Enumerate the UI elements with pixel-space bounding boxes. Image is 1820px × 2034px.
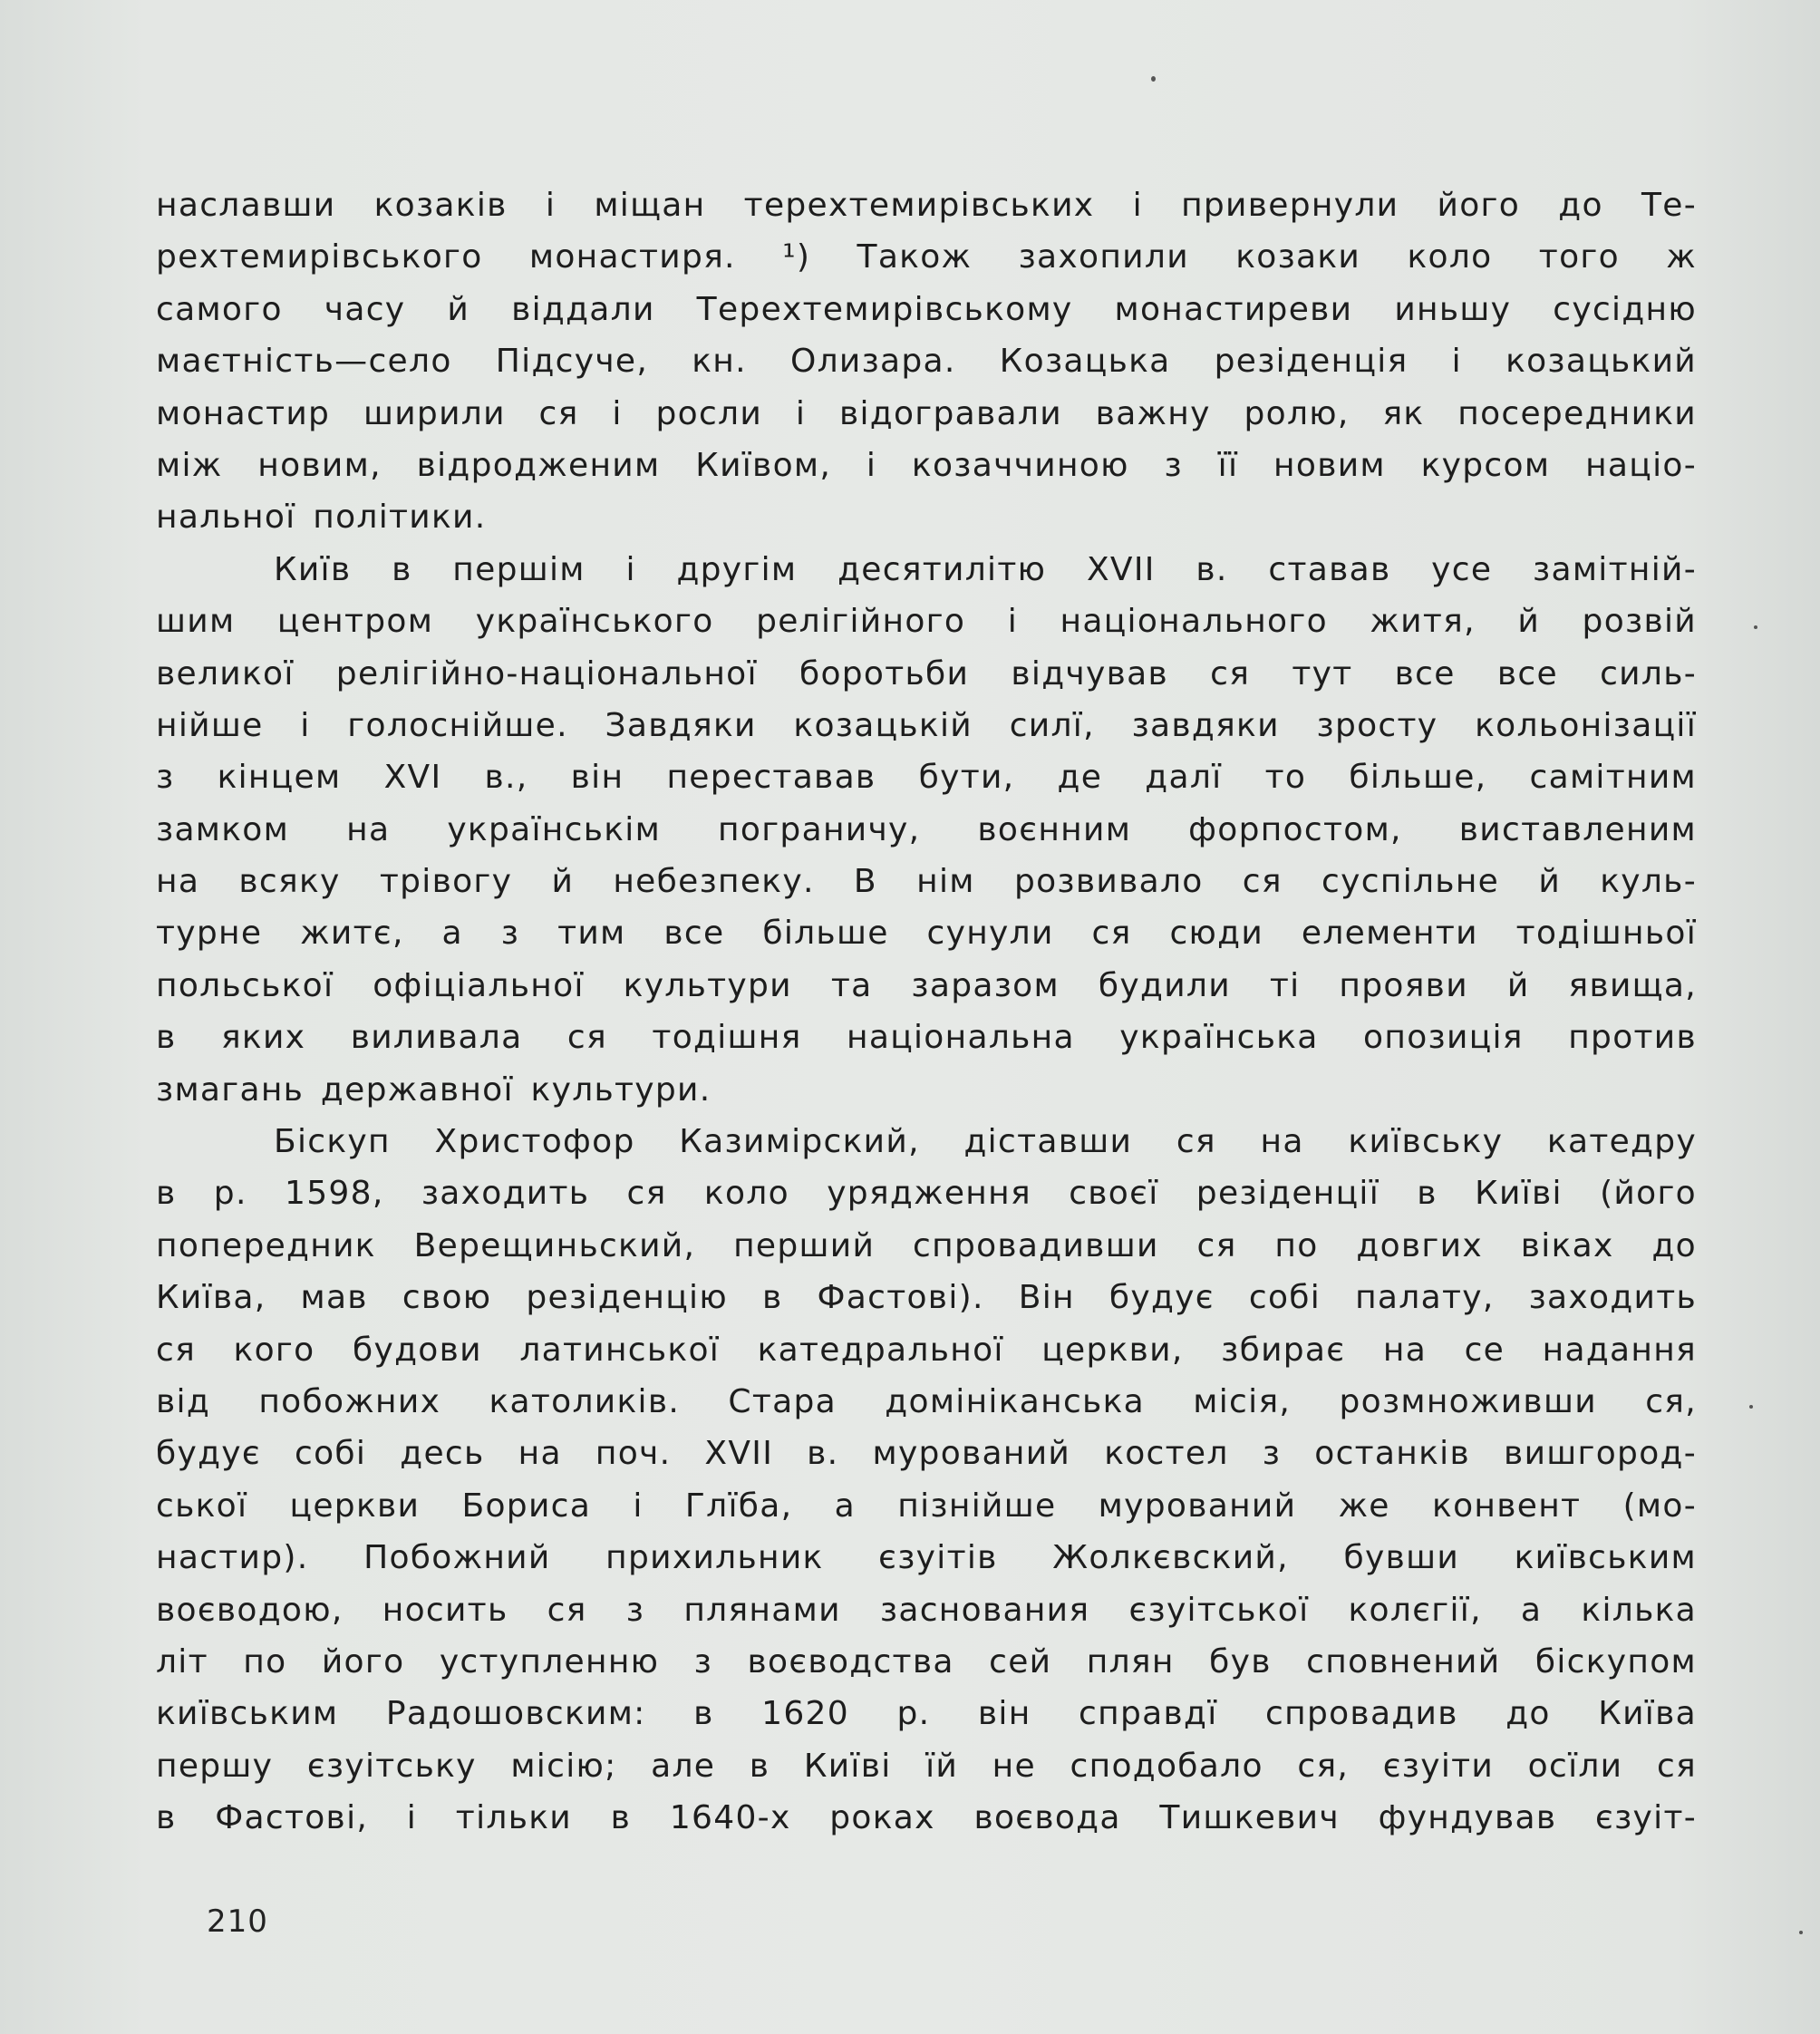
text-line: на всяку трівогу й небезпеку. В нім розвивало ся суспільне й куль- [156, 863, 1697, 901]
text-line: нальної політики. [156, 499, 487, 537]
text-line: Київа, мав свою резіденцію в Фастові). Він будує собі палату, заходить [156, 1279, 1697, 1317]
text-line: рехтемирівського монастиря. ¹) Також захопили козаки коло того ж [156, 238, 1697, 276]
text-line: літ по його уступленню з воєводства сей плян був сповнений біскупом [156, 1642, 1697, 1680]
text-line: ської церкви Бориса і Глїба, а пізнійше мурований же конвент (мо- [156, 1487, 1697, 1525]
scan-speck [1749, 1405, 1753, 1409]
text-line: настир). Побожний прихильник єзуітів Жолкєвский, бувши київським [156, 1539, 1697, 1577]
text-line: великої релігійно-національної боротьби відчував ся тут все все силь- [156, 654, 1697, 693]
text-line: з кінцем XVI в., він переставав бути, де далї то більше, самітним [156, 759, 1697, 797]
text-line: польської офіціальної культури та заразом будили ті прояви й явища, [156, 966, 1697, 1004]
text-line: від побожних католиків. Стара домініканська місія, розмноживши ся, [156, 1382, 1697, 1420]
text-line: першу єзуітську місію; але в Київі їй не сподобало ся, єзуіти осїли ся [156, 1747, 1697, 1785]
scan-speck [1754, 625, 1757, 629]
scan-speck [1799, 1931, 1803, 1934]
text-line: будує собі десь на поч. XVII в. мурований костел з останків вишгород- [156, 1435, 1697, 1473]
text-line: київським Радошовским: в 1620 р. він справдї спровадив до Київа [156, 1695, 1697, 1733]
text-line: турне житє, а з тим все більше сунули ся сюди елементи тодішньої [156, 915, 1697, 953]
scan-speck [1151, 76, 1156, 82]
text-line: замком на українськім пограничу, воєнним форпостом, виставленим [156, 810, 1697, 848]
text-line: Біскуп Христофор Казимірский, діставши ся на київську катедру [274, 1123, 1697, 1161]
page-number: 210 [207, 1903, 268, 1940]
text-line: змагань державної культури. [156, 1070, 712, 1109]
text-line: нійше і голоснійше. Завдяки козацькій силї, завдяки зросту кольонізації [156, 706, 1697, 744]
text-line: наславши козаків і міщан терехтемирівських і привернули його до Те- [156, 187, 1697, 224]
body-text [156, 179, 1697, 1845]
text-line: Київ в першім і другім десятилітю XVII в. ставав усе замітній- [274, 550, 1697, 588]
text-line: в р. 1598, заходить ся коло урядження своєї резіденції в Київі (його [156, 1175, 1697, 1213]
text-line: ся кого будови латинської катедральної церкви, збирає на се надання [156, 1331, 1697, 1369]
text-line: самого часу й віддали Терехтемирівському монастиреви иньшу сусідню [156, 290, 1697, 328]
text-line: попередник Верещиньский, перший спровадивши ся по довгих віках до [156, 1226, 1697, 1264]
text-line: в Фастові, і тільки в 1640-х роках воєвода Тишкевич фундував єзуіт- [156, 1799, 1697, 1837]
text-line: маєтність—село Підсуче, кн. Олизара. Козацька резіденція і козацький [156, 343, 1697, 381]
text-line: між новим, відродженим Київом, і козаччиною з її новим курсом націо- [156, 446, 1697, 484]
text-line: воєводою, носить ся з плянами заснования єзуітської колєгії, а кілька [156, 1591, 1697, 1629]
text-line: шим центром українського релігійного і національного житя, й розвій [156, 603, 1697, 641]
text-line: монастир ширили ся і росли і відогравали важну ролю, як посередники [156, 394, 1697, 432]
text-line: в яких виливала ся тодішня національна українська опозиція против [156, 1019, 1697, 1057]
